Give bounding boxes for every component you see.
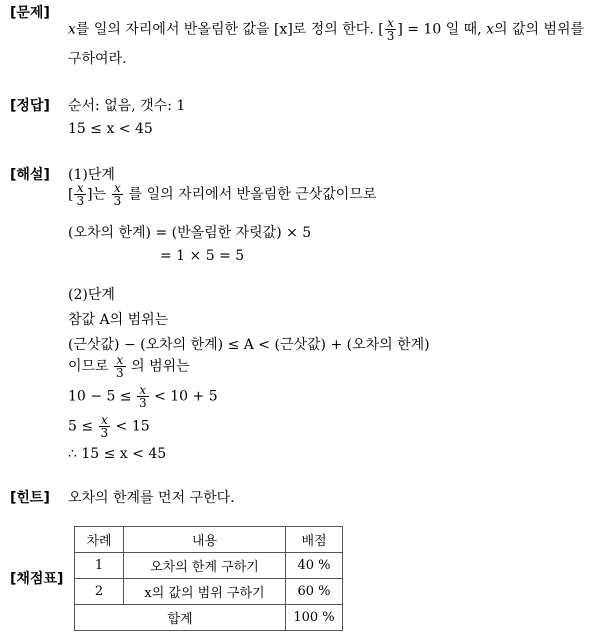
problem-label: [문제] <box>10 5 50 21</box>
total-value: 100 % <box>286 605 343 631</box>
answer-label: [정답] <box>10 98 50 114</box>
header-score: 배점 <box>286 527 343 553</box>
variable-x-2: x <box>486 21 494 38</box>
problem-text-b: 로 정의 한다. <box>292 21 379 38</box>
rubric-label: [채점표] <box>10 571 64 587</box>
answer-line-2: 15 ≤ x < 45 <box>68 121 153 137</box>
fraction-x-over-3: $\frac{x}{3}$ <box>116 353 124 380</box>
problem-line-1: x를 일의 자리에서 반올림한 값을 [x]로 정의 한다. [ $\frac{x}{3}$ ] = 10 일 때, x의 값의 범위를 <box>68 16 585 43</box>
answer-line-1: 순서: 없음, 갯수: 1 <box>68 98 186 114</box>
table-row: 2 x의 값의 범위 구하기 60 % <box>75 579 343 605</box>
solution-line-3: (오차의 한계) = (반올림한 자릿값) × 5 <box>68 225 312 241</box>
solution-line-4: = 1 × 5 = 5 <box>160 248 245 264</box>
fraction-x-over-3: $\frac{x}{3}$ <box>100 413 109 440</box>
step-1-heading: (1)단계 <box>68 167 115 183</box>
rubric-table <box>74 526 343 631</box>
hint-label: [힌트] <box>10 490 50 506</box>
solution-line-8: 이므로 $\frac{x}{3}$ 의 범위는 <box>68 353 190 380</box>
solution-label: [해설] <box>10 167 50 183</box>
step-2-heading: (2)단계 <box>68 287 115 303</box>
solution-line-6: 참값 A의 범위는 <box>68 312 169 328</box>
header-order: 차례 <box>75 527 124 553</box>
solution-line-2: [ $\frac{x}{3}$ ]는 $\frac{x}{3}$ 를 일의 자리에서 반올림한 근삿값이므로 <box>68 181 377 208</box>
problem-text-d: 의 값의 범위를 <box>494 21 585 38</box>
variable-x: x <box>68 21 76 38</box>
solution-line-10: 5 ≤ $\frac{x}{3}$ < 15 <box>68 413 150 440</box>
hint-text: 오차의 한계를 먼저 구한다. <box>68 490 235 506</box>
problem-text-a: 를 일의 자리에서 반올림한 값을 <box>75 21 274 38</box>
rubric-total-row <box>75 605 343 631</box>
fraction-x-over-3: $\frac{x}{3}$ <box>76 181 85 208</box>
solution-line-7: (근삿값) − (오차의 한계) ≤ A < (근삿값) + (오차의 한계) <box>68 337 430 353</box>
problem-text-c: = 10 일 때, <box>402 21 487 38</box>
table-row: 1 오차의 한계 구하기 40 % <box>75 553 343 579</box>
solution-line-9: 10 − 5 ≤ $\frac{x}{3}$ < 10 + 5 <box>68 383 218 410</box>
bracket-x: [x] <box>273 21 293 38</box>
solution-line-11: ∴ 15 ≤ x < 45 <box>68 446 167 462</box>
rubric-header-row <box>75 527 343 553</box>
total-label: 합계 <box>75 605 286 631</box>
problem-line-2: 구하여라. <box>68 51 127 67</box>
fraction-x-over-3: $\frac{x}{3}$ <box>139 383 147 410</box>
header-content: 내용 <box>124 527 286 553</box>
fraction-x-over-3: $\frac{x}{3}$ <box>386 16 395 43</box>
fraction-x-over-3: $\frac{x}{3}$ <box>113 181 122 208</box>
